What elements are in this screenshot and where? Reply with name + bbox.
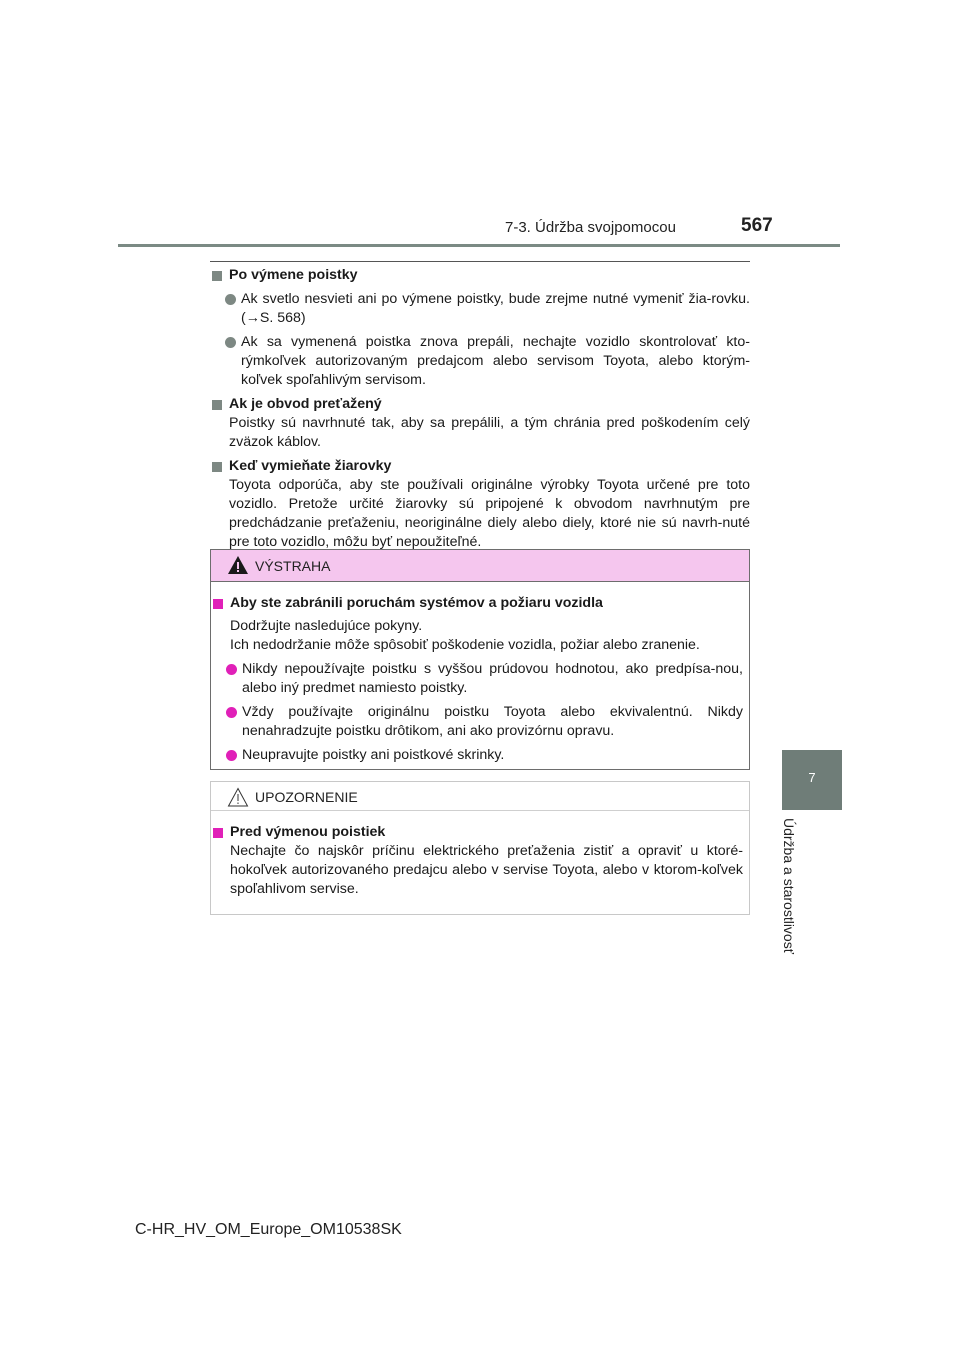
section-heading bbox=[210, 457, 750, 476]
section-heading bbox=[210, 395, 750, 414]
square-bullet-icon bbox=[213, 828, 223, 838]
warning-body bbox=[211, 582, 749, 765]
list-item bbox=[211, 746, 743, 765]
warning-box bbox=[210, 549, 750, 770]
list-item-text: Neupravujte poistky ani poistkové skrinky. bbox=[242, 747, 505, 763]
chapter-label-text: Údržba a starostlivosť bbox=[781, 818, 797, 954]
section-heading-text: Keď vymieňate žiarovky bbox=[229, 458, 392, 474]
section-heading-text: Po výmene poistky bbox=[229, 267, 358, 283]
section-heading bbox=[210, 266, 750, 285]
list-item-text: Ak sa vymenená poistka znova prepáli, nechajte vozidlo skontrolovať kto-rýmkoľvek autorizovaným predajcom alebo servisom Toyota, alebo ktorým-koľvek spoľahlivým servisom. bbox=[241, 334, 750, 388]
chapter-number: 7 bbox=[808, 770, 816, 785]
chapter-tab bbox=[782, 750, 842, 810]
caution-triangle-icon bbox=[227, 787, 249, 807]
warning-title: VÝSTRAHA bbox=[255, 558, 331, 574]
caution-title: UPOZORNENIE bbox=[255, 789, 358, 805]
caution-header bbox=[211, 782, 749, 811]
caution-text: Nechajte čo najskôr príčinu elektrického preťaženia zistiť a opraviť u ktoré-hokoľvek autorizovaného predajcu alebo v servise Toyota, alebo v ktorom-koľvek spoľahlivom servise. bbox=[230, 843, 743, 897]
section-paragraph: Poistky sú navrhnuté tak, aby sa prepálili, a tým chránia pred poškodením celý zväzok káblov. bbox=[229, 415, 750, 450]
list-item bbox=[211, 660, 743, 698]
warning-heading bbox=[211, 594, 743, 613]
caution-body bbox=[211, 811, 749, 899]
page-number: 567 bbox=[741, 215, 773, 236]
section-paragraph: Toyota odporúča, aby ste používali originálne výrobky Toyota určené pre toto vozidlo. Pretože určité žiarovky sú pripojené k obvodom navrhnutým pre predchádzanie preťaženiu, neoriginálne diely alebo diely, ktoré nie sú navrh-nuté pre toto vozidlo, môžu byť nepoužiteľné. bbox=[229, 477, 750, 550]
warning-heading-text: Aby ste zabránili poruchám systémov a požiaru vozidla bbox=[230, 595, 603, 611]
section-title: 7-3. Údržba svojpomocou bbox=[505, 219, 676, 236]
square-bullet-icon bbox=[213, 599, 223, 609]
list-item bbox=[210, 290, 750, 328]
caution-heading bbox=[211, 823, 743, 842]
square-bullet-icon bbox=[212, 271, 222, 281]
warning-text: Dodržujte nasledujúce pokyny. bbox=[230, 618, 423, 634]
document-code: C-HR_HV_OM_Europe_OM10538SK bbox=[135, 1221, 402, 1238]
caution-heading-text: Pred výmenou poistiek bbox=[230, 824, 386, 840]
warning-text: Ich nedodržanie môže spôsobiť poškodenie vozidla, požiar alebo zranenie. bbox=[230, 637, 700, 653]
list-item-text: Vždy používajte originálnu poistku Toyota alebo ekvivalentnú. Nikdy nenahradzujte poistku drôtikom, ani ako provizórnu opravu. bbox=[242, 704, 743, 739]
main-content bbox=[210, 266, 750, 552]
round-bullet-icon bbox=[225, 337, 236, 348]
list-item-text: Ak svetlo nesvieti ani po výmene poistky, bude zrejme nutné vymeniť žia-rovku. (→S. 568) bbox=[241, 291, 750, 326]
list-item-text: Nikdy nepoužívajte poistku s vyššou prúdovou hodnotou, ako predpísa-nou, alebo iný predmet namiesto poistky. bbox=[242, 661, 743, 696]
warning-header bbox=[211, 550, 749, 582]
section-heading-text: Ak je obvod preťažený bbox=[229, 396, 382, 412]
round-bullet-icon bbox=[226, 664, 237, 675]
square-bullet-icon bbox=[212, 462, 222, 472]
round-bullet-icon bbox=[225, 294, 236, 305]
round-bullet-icon bbox=[226, 750, 237, 761]
list-item bbox=[211, 703, 743, 741]
square-bullet-icon bbox=[212, 400, 222, 410]
list-item bbox=[210, 333, 750, 390]
round-bullet-icon bbox=[226, 707, 237, 718]
header-divider bbox=[118, 244, 840, 247]
warning-triangle-icon bbox=[227, 555, 249, 575]
content-divider bbox=[210, 261, 750, 262]
caution-box bbox=[210, 781, 750, 915]
chapter-label bbox=[775, 818, 805, 958]
